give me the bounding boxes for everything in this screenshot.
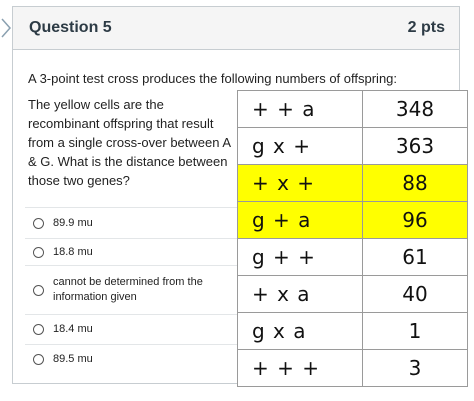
genotype-cell: g + a — [238, 202, 363, 239]
count-cell: 3 — [363, 350, 468, 387]
count-cell: 88 — [363, 165, 468, 202]
genotype-cell: + x a — [238, 276, 363, 313]
count-cell: 363 — [363, 128, 468, 165]
genotype-cell: + + + — [238, 350, 363, 387]
answer-label[interactable]: 89.5 mu — [53, 353, 93, 365]
answer-option[interactable] — [25, 238, 239, 265]
genotype-cell: + + a — [238, 91, 363, 128]
table-row-highlighted — [238, 202, 468, 239]
answer-label[interactable]: 89.9 mu — [53, 216, 93, 229]
count-cell: 61 — [363, 239, 468, 276]
question-header — [13, 7, 459, 50]
question-card — [12, 6, 460, 384]
question-stem: A 3-point test cross produces the following numbers of offspring: — [28, 71, 398, 86]
answer-list — [25, 207, 239, 374]
radio-button[interactable] — [33, 354, 44, 365]
table-row — [238, 276, 468, 313]
radio-button[interactable] — [33, 285, 44, 296]
table-row — [238, 128, 468, 165]
table-row — [238, 313, 468, 350]
answer-label[interactable]: cannot be determined from the information given — [53, 276, 203, 303]
table-row — [238, 91, 468, 128]
genotype-cell: g + + — [238, 239, 363, 276]
count-cell: 96 — [363, 202, 468, 239]
answer-label[interactable]: 18.8 mu — [53, 245, 93, 258]
answer-label[interactable]: 18.4 mu — [53, 323, 93, 335]
question-points: 2 pts — [407, 19, 445, 36]
question-title: Question 5 — [29, 19, 112, 36]
radio-button[interactable] — [33, 324, 44, 335]
table-row — [238, 350, 468, 387]
answer-option[interactable] — [25, 265, 239, 314]
answer-option[interactable] — [25, 314, 239, 344]
answer-option[interactable] — [25, 207, 239, 238]
genotype-cell: g x + — [238, 128, 363, 165]
table-row — [238, 239, 468, 276]
genotype-cell: g x a — [238, 313, 363, 350]
radio-button[interactable] — [33, 218, 44, 229]
collapse-chevron-icon[interactable] — [0, 17, 12, 39]
answer-option[interactable] — [25, 344, 239, 374]
offspring-table — [237, 90, 468, 387]
count-cell: 40 — [363, 276, 468, 313]
count-cell: 1 — [363, 313, 468, 350]
table-row-highlighted — [238, 165, 468, 202]
genotype-cell: + x + — [238, 165, 363, 202]
radio-button[interactable] — [33, 247, 44, 258]
question-prompt: The yellow cells are the recombinant offspring that result from a single cross-over between A & G. What is the distance between those two genes? — [28, 97, 231, 188]
count-cell: 348 — [363, 91, 468, 128]
